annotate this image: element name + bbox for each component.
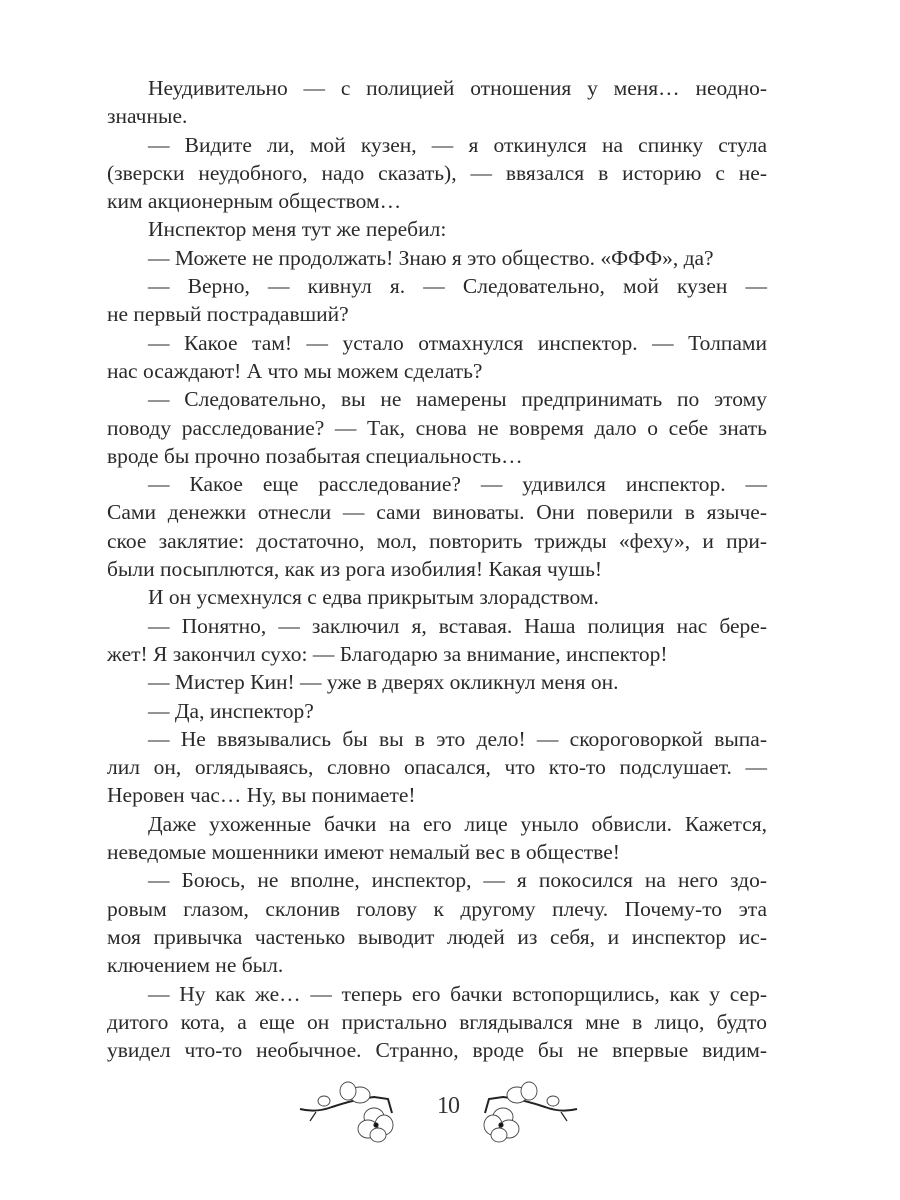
text-line: были посыплются, как из рога изобилия! Какая чушь! bbox=[107, 557, 603, 582]
text-line: Инспектор меня тут же перебил: bbox=[148, 217, 447, 242]
text-line: значные. bbox=[107, 104, 188, 129]
text-line: — Можете не продолжать! Знаю я это общество. «ФФФ», да? bbox=[148, 245, 714, 270]
text-line: не первый пострадавший? bbox=[107, 302, 349, 327]
text-line: — Какое еще расследование? — удивился инспектор. — bbox=[148, 472, 767, 497]
blossom-branch-icon bbox=[296, 1079, 406, 1143]
text-line: — Видите ли, мой кузен, — я откинулся на спинку стула bbox=[148, 132, 767, 157]
text-line: И он усмехнулся с едва прикрытым злорадством. bbox=[148, 585, 599, 610]
text-line: нас осаждают! А что мы можем сделать? bbox=[107, 358, 483, 383]
text-line: Неудивительно — с полицией отношения у меня… неодно- bbox=[148, 76, 767, 100]
text-line: лил он, оглядываясь, словно опасался, что кто-то подслушает. — bbox=[107, 755, 767, 780]
text-line: увидел что-то необычное. Странно, вроде бы не впервые видим- bbox=[107, 1038, 767, 1063]
text-line: ким акционерным обществом… bbox=[107, 189, 402, 214]
text-line: — Не ввязывались бы вы в это дело! — скороговоркой выпа- bbox=[148, 726, 767, 751]
text-line: Даже ухоженные бачки на его лице уныло обвисли. Кажется, bbox=[148, 811, 767, 836]
text-line: (зверски неудобного, надо сказать), — ввязался в историю с не- bbox=[107, 160, 767, 185]
text-line: вроде бы прочно позабытая специальность… bbox=[107, 443, 523, 468]
text-line: ровым глазом, склонив голову к другому плечу. Почему-то эта bbox=[107, 896, 767, 921]
text-line: — Да, инспектор? bbox=[148, 698, 314, 723]
text-line: — Мистер Кин! — уже в дверях окликнул меня он. bbox=[148, 670, 619, 695]
text-line: — Верно, — кивнул я. — Следовательно, мой кузен — bbox=[148, 274, 767, 299]
text-line: — Понятно, — заключил я, вставая. Наша полиция нас бере- bbox=[148, 613, 767, 638]
body-text bbox=[107, 74, 767, 1064]
page-footer bbox=[0, 1075, 900, 1145]
text-line: жет! Я закончил сухо: — Благодарю за внимание, инспектор! bbox=[107, 641, 668, 666]
text-line: — Ну как же… — теперь его бачки встопорщились, как у сер- bbox=[148, 981, 767, 1006]
text-line: — Какое там! — устало отмахнулся инспектор. — Толпами bbox=[148, 330, 767, 355]
text-line: — Следовательно, вы не намерены предпринимать по этому bbox=[148, 387, 767, 412]
blossom-branch-icon bbox=[471, 1079, 581, 1143]
text-line: моя привычка частенько выводит людей из себя, и инспектор ис- bbox=[107, 924, 767, 949]
text-line: неведомые мошенники имеют немалый вес в обществе! bbox=[107, 840, 620, 865]
page-number: 10 bbox=[437, 1093, 459, 1119]
text-line: ское заклятие: достаточно, мол, повторить трижды «феху», и при- bbox=[107, 528, 767, 553]
text-line: дитого кота, а еще он пристально вглядывался мне в лицо, будто bbox=[107, 1009, 767, 1034]
text-line: ключением не был. bbox=[107, 953, 284, 978]
text-line: поводу расследование? — Так, снова не вовремя дало о себе знать bbox=[107, 415, 767, 440]
text-line: Сами денежки отнесли — сами виноваты. Они поверили в языче- bbox=[107, 500, 767, 525]
text-line: Неровен час… Ну, вы понимаете! bbox=[107, 783, 416, 808]
text-line: — Боюсь, не вполне, инспектор, — я покосился на него здо- bbox=[148, 868, 767, 893]
